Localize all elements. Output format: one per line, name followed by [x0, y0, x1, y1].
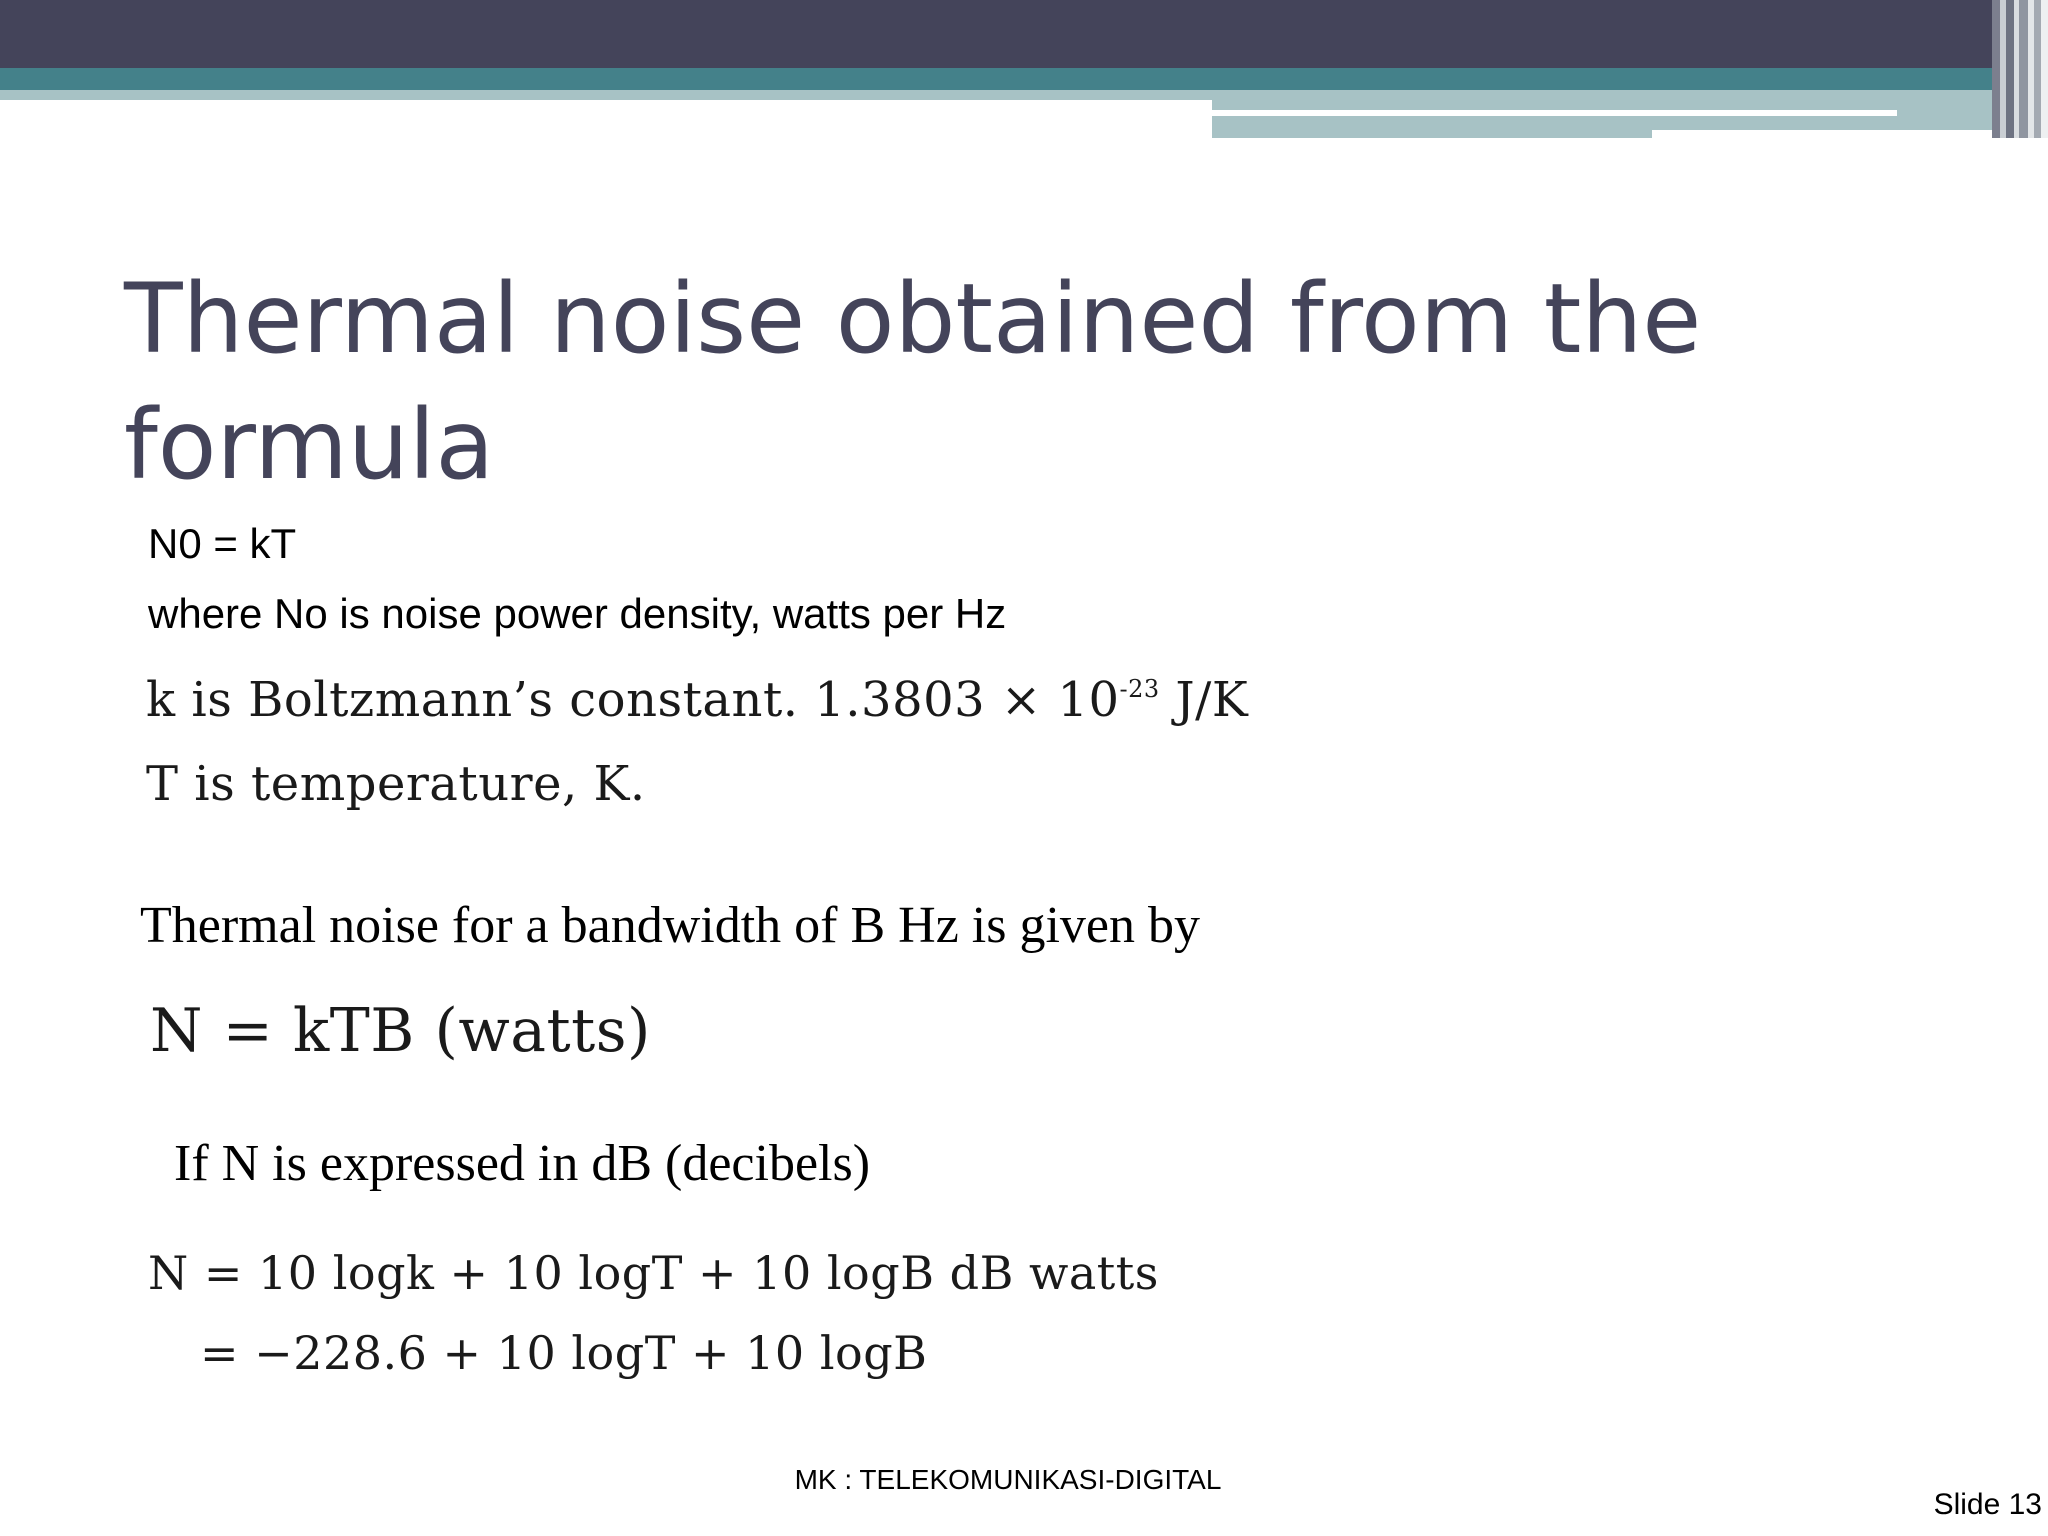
boltzmann-exponent: -23 [1119, 674, 1160, 703]
header-band-light-left [0, 90, 1212, 100]
boltzmann-unit: J/K [1159, 672, 1249, 728]
noise-density-description: where No is noise power density, watts per Hz [148, 590, 1007, 637]
temperature-line: T is temperature, K. [146, 756, 646, 812]
decibel-description: If N is expressed in dB (decibels) [174, 1135, 871, 1192]
formula-db-line1: N = 10 logk + 10 logT + 10 logB dB watts [148, 1246, 1159, 1300]
slide-number: Slide 13 [1933, 1488, 2042, 1521]
header-edge-bars [1992, 0, 2048, 138]
header-band-teal [0, 68, 2048, 90]
header-white-cut [1652, 130, 1992, 138]
header-white-line [1212, 110, 1897, 116]
formula-db-line2: = −228.6 + 10 logT + 10 logB [200, 1326, 928, 1380]
formula-n0: N0 = kT [148, 520, 297, 567]
bandwidth-description: Thermal noise for a bandwidth of B Hz is given by [140, 897, 1200, 954]
boltzmann-constant-line [146, 672, 1248, 728]
slide-title: Thermal noise obtained from the formula [124, 263, 1702, 501]
footer-course-name: MK : TELEKOMUNIKASI-DIGITAL [794, 1464, 1222, 1495]
header-band-dark [0, 0, 2048, 68]
formula-ktb: N = kTB (watts) [150, 996, 651, 1066]
boltzmann-constant-text: k is Boltzmann’s constant. 1.3803 × 10 [146, 672, 1120, 728]
